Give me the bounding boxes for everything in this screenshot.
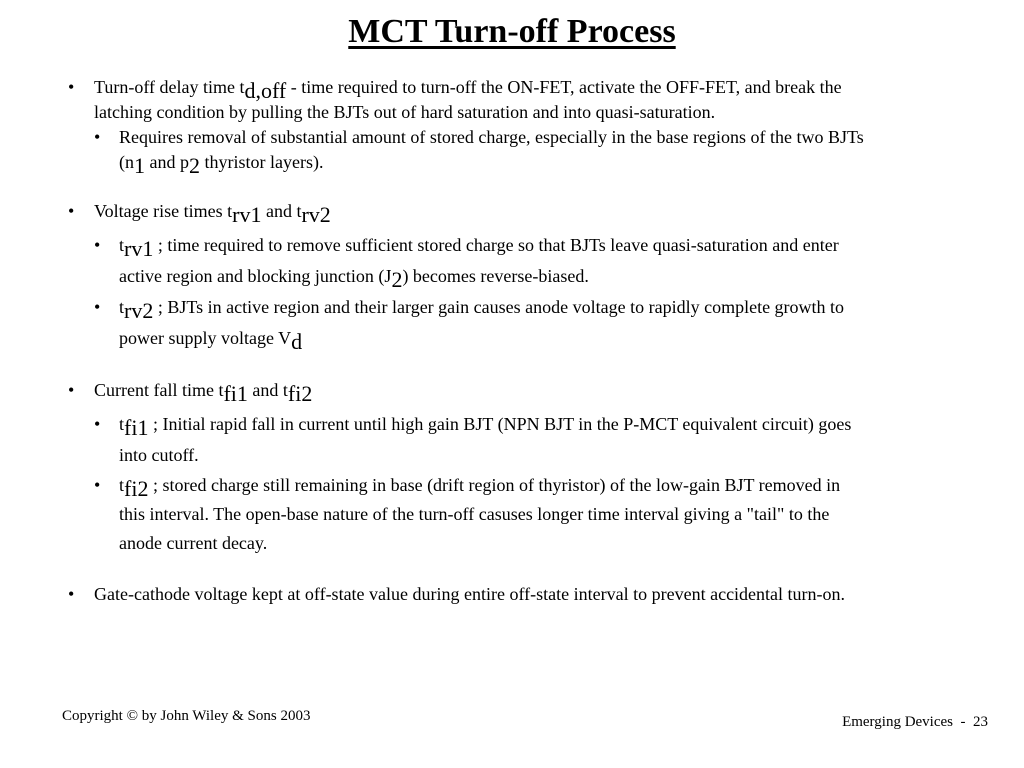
bullet-dot: • — [68, 584, 75, 604]
bullet-dot: • — [94, 414, 101, 434]
bullet-dot: • — [68, 201, 75, 221]
subbullet-trv1: • trv1 ; time required to remove sufficient stored charge so that BJTs leave quasi-saturation and enter active region and blocking junction (J2) becomes reverse-biased. — [94, 230, 868, 292]
bullet-current-fall: • Current fall time tfi1 and tfi2 — [68, 380, 313, 406]
bullet-turn-off-delay: • Turn-off delay time td,off - time required to turn-off the ON-FET, activate the OFF-FET, and break the latching condition by pulling the BJTs out of hard saturation and into quasi-saturation. — [68, 77, 842, 122]
bullet-dot: • — [68, 77, 75, 97]
subbullet-stored-charge: • Requires removal of substantial amount of stored charge, especially in the base regions of the two BJTs (n1 and p2 thyristor layers). — [94, 127, 864, 178]
bullet-dot: • — [94, 297, 101, 317]
subbullet-trv2: • trv2 ; BJTs in active region and their larger gain causes anode voltage to rapidly complete growth to power supply voltage Vd — [94, 292, 868, 354]
bullet-dot: • — [94, 127, 101, 147]
bullet-voltage-rise: • Voltage rise times trv1 and trv2 — [68, 201, 331, 227]
bullet-list — [68, 75, 868, 607]
bullet-dot: • — [94, 475, 101, 495]
bullet-dot: • — [68, 380, 75, 400]
slide-title — [0, 10, 1024, 54]
bullet-dot: • — [94, 235, 101, 255]
bullet-gate-cathode: • Gate-cathode voltage kept at off-state value during entire off-state interval to prevent accidental turn-on. — [68, 582, 868, 607]
subbullet-tfi2: • tfi2 ; stored charge still remaining in base (drift region of thyristor) of the low-gain BJT removed in this interval. The open-base nature of the turn-off casuses longer time interval giving a "tail" to the anode current decay. — [94, 471, 868, 558]
footer-page-number: Emerging Devices - 23 — [842, 714, 988, 730]
footer-copyright: Copyright © by John Wiley & Sons 2003 — [62, 708, 311, 724]
subbullet-tfi1: • tfi1 ; Initial rapid fall in current until high gain BJT (NPN BJT in the P-MCT equivalent circuit) goes into cutoff. — [94, 409, 868, 471]
slide-title-text: MCT Turn-off Process — [348, 13, 676, 50]
